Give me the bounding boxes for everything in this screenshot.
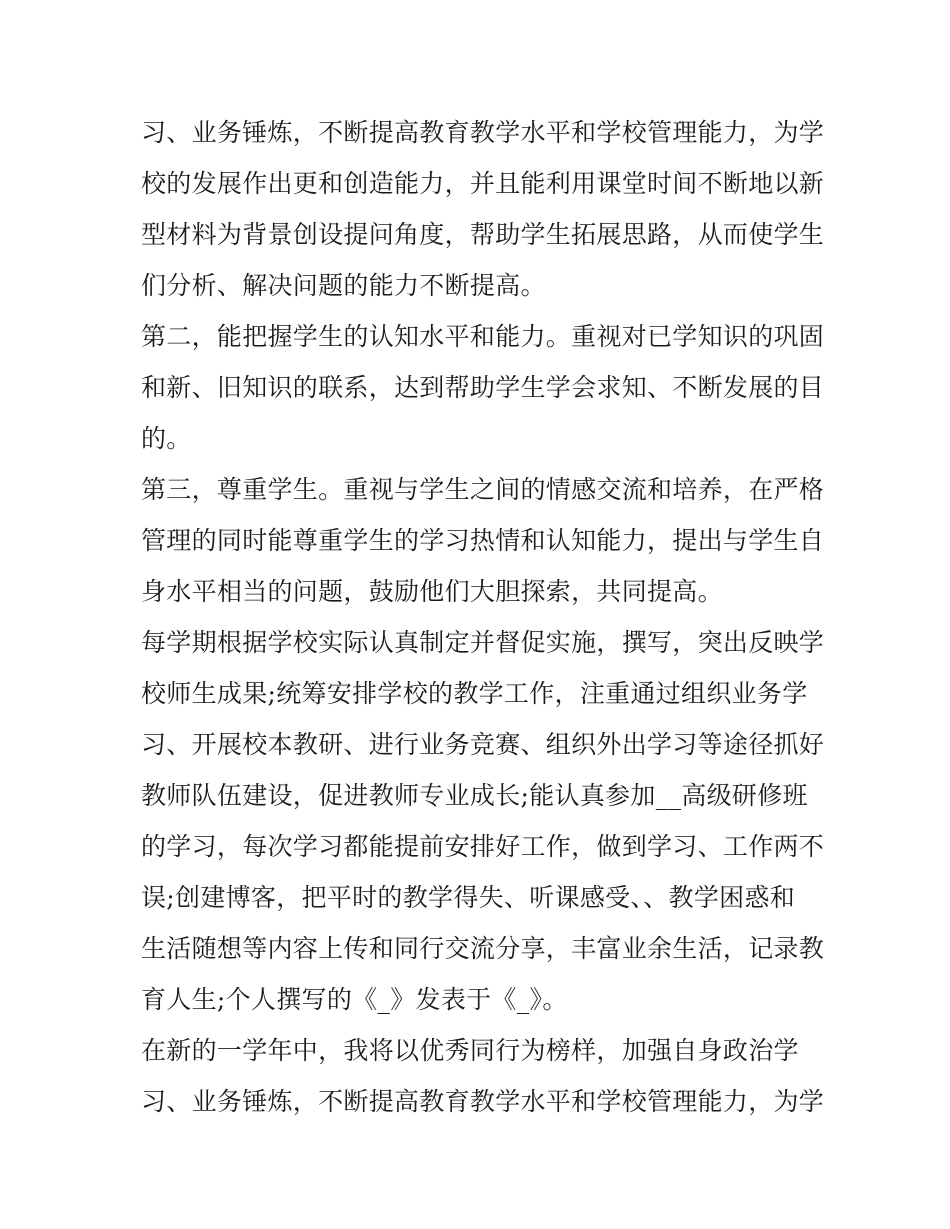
text-line: 育人生;个人撰写的《_》发表于《_》。 [141, 985, 568, 1014]
text-line: 习、业务锤炼，不断提高教育教学水平和学校管理能力，为学 [141, 118, 825, 147]
text-line: 教师队伍建设，促进教师专业成长;能认真参加__高级研修班 [141, 781, 808, 810]
text-line: 的学习，每次学习都能提前安排好工作，做到学习、工作两不 [141, 832, 825, 861]
text-line: 校师生成果;统筹安排学校的教学工作，注重通过组织业务学 [141, 679, 808, 708]
text-line: 管理的同时能尊重学生的学习热情和认知能力，提出与学生自 [141, 526, 825, 555]
text-line: 的。 [141, 424, 192, 453]
text-line: 和新、旧知识的联系，达到帮助学生学会求知、不断发展的目 [141, 373, 825, 402]
text-line: 习、业务锤炼，不断提高教育教学水平和学校管理能力，为学 [141, 1087, 825, 1116]
text-line: 生活随想等内容上传和同行交流分享，丰富业余生活，记录教 [141, 934, 825, 963]
text-line: 第二，能把握学生的认知水平和能力。重视对已学知识的巩固 [141, 322, 825, 351]
text-line: 在新的一学年中，我将以优秀同行为榜样，加强自身政治学 [141, 1036, 799, 1065]
text-line: 习、开展校本教研、进行业务竞赛、组织外出学习等途径抓好 [141, 730, 825, 759]
text-line: 型材料为背景创设提问角度，帮助学生拓展思路，从而使学生 [141, 220, 825, 249]
text-line: 第三，尊重学生。重视与学生之间的情感交流和培养，在严格 [141, 475, 825, 504]
text-line: 们分析、解决问题的能力不断提高。 [141, 271, 546, 300]
text-line: 校的发展作出更和创造能力，并且能利用课堂时间不断地以新 [141, 169, 825, 198]
text-line: 误;创建博客，把平时的教学得失、听课感受、、教学困惑和 [141, 883, 796, 912]
document-body [141, 107, 825, 1127]
text-line: 身水平相当的问题，鼓励他们大胆探索，共同提高。 [141, 577, 723, 606]
text-line: 每学期根据学校实际认真制定并督促实施，撰写，突出反映学 [141, 628, 825, 657]
